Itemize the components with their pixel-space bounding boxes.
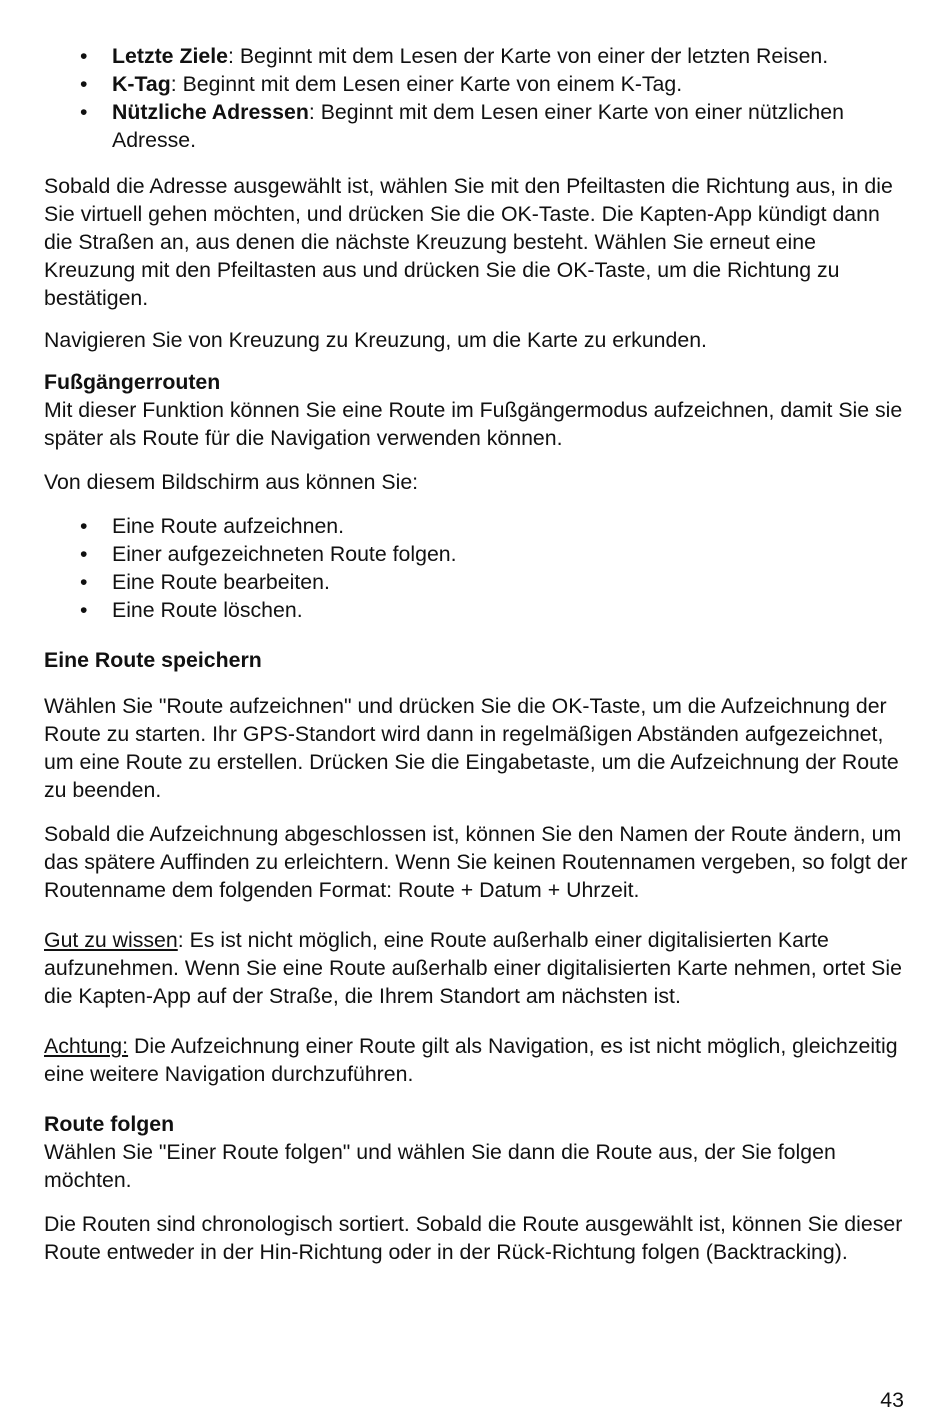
list-item-desc: : Beginnt mit dem Lesen der Karte von einer der letzten Reisen. [227,44,829,68]
warning-text: Die Aufzeichnung einer Route gilt als Navigation, es ist nicht möglich, gleichzeitig eine weitere Navigation durchzuführen. [44,1034,898,1086]
paragraph-navigate: Navigieren Sie von Kreuzung zu Kreuzung, um die Karte zu erkunden. [44,328,707,352]
paragraph-follow-route: Wählen Sie "Einer Route folgen" und wählen Sie dann die Route aus, der Sie folgen möchten. [44,1140,836,1192]
heading-save-route: Eine Route speichern [44,648,262,672]
list-item: • Eine Route bearbeiten. [44,568,910,596]
note-good-to-know [44,926,910,1010]
list-item: • Einer aufgezeichneten Route folgen. [44,540,910,568]
heading-follow-route: Route folgen [44,1112,175,1136]
list-item: • Eine Route aufzeichnen. [44,512,910,540]
start-options-list [44,42,910,154]
list-item-term: Letzte Ziele [112,44,228,68]
document-page [44,42,910,1266]
paragraph-address-selection: Sobald die Adresse ausgewählt ist, wählen Sie mit den Pfeiltasten die Richtung aus, in die Sie virtuell gehen möchten, und drücken Sie die OK-Taste. Die Kapten-App kündigt dann die Straßen an, aus denen die nächste Kreuzung besteht. Wählen Sie erneut eine Kreuzung mit den Pfeiltasten aus und drücken Sie die OK-Taste, um die Richtung zu bestätigen. [44,174,893,310]
warning-label: Achtung: [44,1034,129,1058]
list-item: • Eine Route löschen. [44,596,910,624]
paragraph-screen-options: Von diesem Bildschirm aus können Sie: [44,470,419,494]
heading-pedestrian-routes: Fußgängerrouten [44,370,221,394]
list-item [44,42,910,70]
list-item-term: Nützliche Adressen [112,100,309,124]
note-label: Gut zu wissen [44,928,178,952]
paragraph-pedestrian-intro: Mit dieser Funktion können Sie eine Route im Fußgängermodus aufzeichnen, damit Sie sie später als Route für die Navigation verwenden können. [44,398,903,450]
note-text: : Es ist nicht möglich, eine Route außerhalb einer digitalisierten Karte aufzunehmen. Wenn Sie eine Route außerhalb einer digitalisierten Karte nehmen, ortet Sie die Kapten-App auf der Straße, die Ihrem Standort am nächsten ist. [44,928,902,1008]
paragraph-rename-route: Sobald die Aufzeichnung abgeschlossen ist, können Sie den Namen der Route ändern, um das spätere Auffinden zu erleichtern. Wenn Sie keinen Routennamen vergeben, so folgt der Routenname dem folgenden Format: Route + Datum + Uhrzeit. [44,822,908,902]
paragraph-record-route: Wählen Sie "Route aufzeichnen" und drücken Sie die OK-Taste, um die Aufzeichnung der Route zu starten. Ihr GPS-Standort wird dann in regelmäßigen Abständen aufgezeichnet, um eine Route zu erstellen. Drücken Sie die Eingabetaste, um die Aufzeichnung der Route zu beenden. [44,694,899,802]
list-item-desc: : Beginnt mit dem Lesen einer Karte von einem K-Tag. [170,72,683,96]
list-item-term: K-Tag [112,72,171,96]
note-warning [44,1032,910,1088]
paragraph-route-sorting: Die Routen sind chronologisch sortiert. Sobald die Route ausgewählt ist, können Sie dieser Route entweder in der Hin-Richtung oder in der Rück-Richtung folgen (Backtracking). [44,1212,903,1264]
list-item [44,70,910,98]
page-number: 43 [880,1388,904,1412]
route-actions-list [44,512,910,624]
list-item [44,98,910,154]
list-item-desc: : Beginnt mit dem Lesen einer Karte von einer nützlichen Adresse. [112,100,844,152]
